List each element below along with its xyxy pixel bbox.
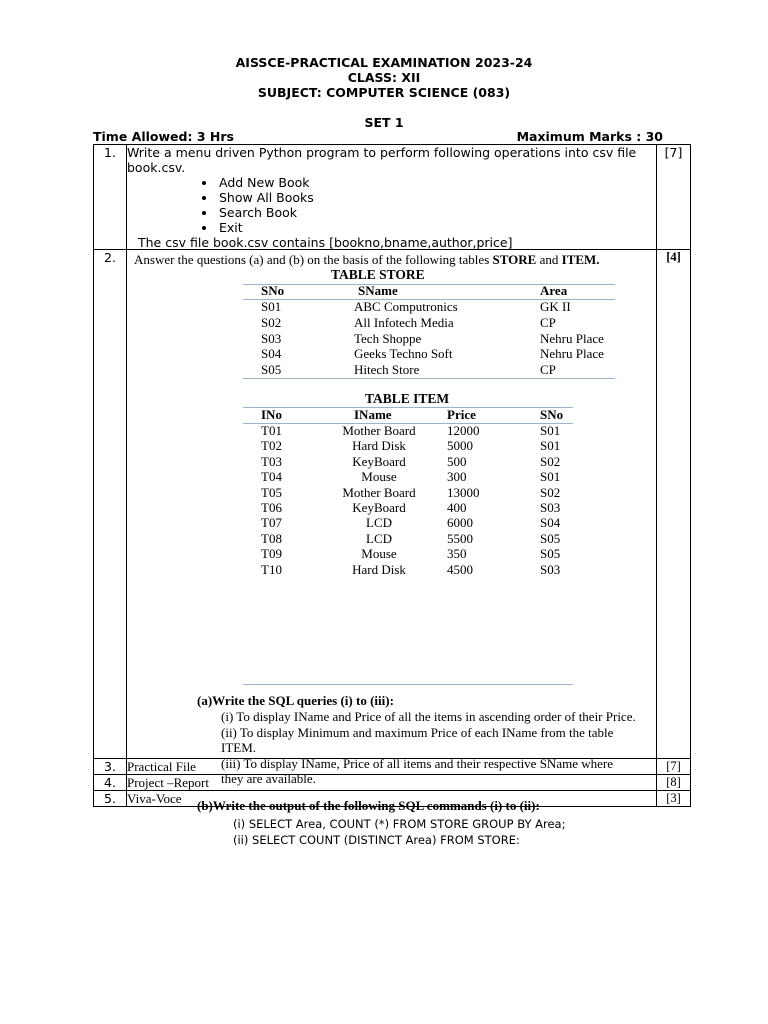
table-cell: CP: [540, 362, 556, 377]
part-a-item: they are available.: [221, 771, 316, 786]
table-cell: 6000: [447, 515, 473, 531]
table-cell: 12000: [447, 423, 480, 438]
question-marks: [7]: [657, 759, 691, 775]
table-cell: Mouse: [361, 546, 397, 562]
table-cell: T06: [261, 500, 282, 515]
time-marks-row: [93, 129, 663, 144]
table-cell: 500: [447, 453, 467, 469]
table-cell: S03: [540, 561, 561, 577]
table-cell: Nehru Place: [540, 346, 604, 361]
table-cell: T10: [261, 561, 282, 577]
table-cell: Nehru Place: [540, 331, 604, 346]
table-cell: Mother Board: [342, 484, 416, 500]
list-item: • Exit: [217, 220, 656, 235]
table-cell: CP: [540, 315, 556, 330]
table-cell: S01: [261, 299, 282, 314]
table-cell: Mother Board: [342, 423, 416, 438]
exam-header: [0, 55, 768, 100]
part-b-item: (i) SELECT Area, COUNT (*) FROM STORE GROUP BY Area;: [233, 817, 566, 831]
item-header-sno: SNo: [540, 407, 564, 422]
table-cell: 13000: [447, 484, 480, 500]
table-cell: S04: [261, 346, 282, 361]
q2-intro: [134, 252, 600, 268]
store-header-sno: SNo: [261, 283, 285, 298]
class-label: CLASS: XII: [347, 70, 421, 85]
q1-text: Write a menu driven Python program to perform following operations into csv file book.csv.: [127, 145, 637, 175]
q1-note: The csv file book.csv contains [bookno,bname,author,price]: [138, 235, 513, 250]
table-cell: S01: [540, 423, 561, 438]
table-cell: S01: [540, 469, 561, 485]
question-number: 4.: [94, 775, 127, 791]
part-b-heading: (b)Write the output of the following SQL commands (i) to (ii):: [197, 798, 540, 813]
table-cell: KeyBoard: [352, 500, 406, 515]
q1-options-list: [127, 175, 656, 235]
item-header-iname: IName: [354, 407, 392, 422]
table-cell: T07: [261, 515, 282, 531]
table-cell: KeyBoard: [352, 453, 406, 469]
store-table-title: TABLE STORE: [331, 267, 425, 282]
table-cell: S05: [540, 530, 561, 546]
list-item: • Show All Books: [217, 190, 656, 205]
exam-title: AISSCE-PRACTICAL EXAMINATION 2023-24: [235, 55, 533, 70]
table-cell: T09: [261, 546, 282, 562]
part-a-item: (iii) To display IName, Price of all items and their respective SName where: [221, 756, 613, 771]
table-cell: 4500: [447, 561, 473, 577]
part-a-item: ITEM.: [221, 740, 257, 755]
table-cell: Hitech Store: [354, 362, 420, 377]
table-cell: Tech Shoppe: [354, 331, 422, 346]
question-row-2: [94, 250, 691, 759]
part-b-item: (ii) SELECT COUNT (DISTINCT Area) FROM STORE:: [233, 833, 520, 847]
part-a-item: (ii) To display Minimum and maximum Price of each IName from the table: [221, 725, 614, 740]
question-marks: [3]: [657, 791, 691, 807]
table-cell: S03: [540, 500, 561, 515]
question-content: Practical File: [127, 759, 657, 775]
question-marks: [7]: [657, 145, 691, 250]
q2-intro-text: Answer the questions (a) and (b) on the basis of the following tables: [134, 252, 493, 267]
table-cell: T02: [261, 438, 282, 454]
table-cell: S05: [540, 546, 561, 562]
time-allowed: Time Allowed: 3 Hrs: [93, 129, 234, 144]
question-number: 1.: [94, 145, 127, 250]
question-number: 5.: [94, 791, 127, 807]
table-cell: Hard Disk: [352, 438, 406, 454]
question-content: [127, 145, 657, 250]
table-cell: 300: [447, 469, 467, 485]
table-cell: 400: [447, 500, 467, 515]
table-cell: S02: [540, 484, 561, 500]
table-cell: Mouse: [361, 469, 397, 485]
item-header-ino: INo: [261, 407, 282, 422]
question-number: 2.: [94, 250, 127, 759]
store-header-sname: SName: [358, 283, 398, 298]
table-cell: T05: [261, 484, 282, 500]
table-cell: ABC Computronics: [354, 299, 458, 314]
table-cell: 5000: [447, 438, 473, 454]
table-cell: S02: [540, 453, 561, 469]
table-cell: LCD: [366, 530, 392, 546]
table-cell: S04: [540, 515, 561, 531]
question-marks: [8]: [657, 775, 691, 791]
subject-label: SUBJECT: COMPUTER SCIENCE (083): [257, 85, 511, 100]
q2-intro-item: ITEM.: [561, 252, 600, 267]
question-content: Project –Report: [127, 775, 657, 791]
q2-intro-store: STORE: [492, 252, 537, 267]
set-label: SET 1: [364, 115, 404, 130]
store-header-area: Area: [540, 283, 568, 298]
table-cell: S01: [540, 438, 561, 454]
q2-intro-and: and: [536, 252, 562, 267]
table-cell: Hard Disk: [352, 561, 406, 577]
table-cell: Geeks Techno Soft: [354, 346, 453, 361]
table-cell: T01: [261, 423, 282, 438]
list-item: • Add New Book: [217, 175, 656, 190]
question-table: [93, 144, 691, 847]
table-cell: S03: [261, 331, 282, 346]
table-cell: T03: [261, 453, 282, 469]
question-number: 3.: [94, 759, 127, 775]
table-cell: S05: [261, 362, 282, 377]
item-table-title: TABLE ITEM: [365, 391, 450, 406]
question-row-1: [94, 145, 691, 250]
table-cell: LCD: [366, 515, 392, 531]
question-marks: [657, 250, 691, 759]
table-cell: T04: [261, 469, 282, 485]
table-cell: 350: [447, 546, 467, 562]
question-content: Viva-Voce: [127, 791, 657, 807]
table-cell: 5500: [447, 530, 473, 546]
table-cell: S02: [261, 315, 282, 330]
table-cell: T08: [261, 530, 282, 546]
question-row-4: [94, 775, 691, 791]
question-marks-text: [4]: [666, 250, 681, 264]
maximum-marks: Maximum Marks : 30: [516, 129, 663, 144]
table-cell: All Infotech Media: [354, 315, 454, 330]
part-a-heading: (a)Write the SQL queries (i) to (iii):: [197, 693, 394, 708]
item-header-price: Price: [447, 407, 476, 422]
list-item: • Search Book: [217, 205, 656, 220]
table-cell: GK II: [540, 299, 571, 314]
part-a-item: (i) To display IName and Price of all the items in ascending order of their Price.: [221, 709, 636, 724]
